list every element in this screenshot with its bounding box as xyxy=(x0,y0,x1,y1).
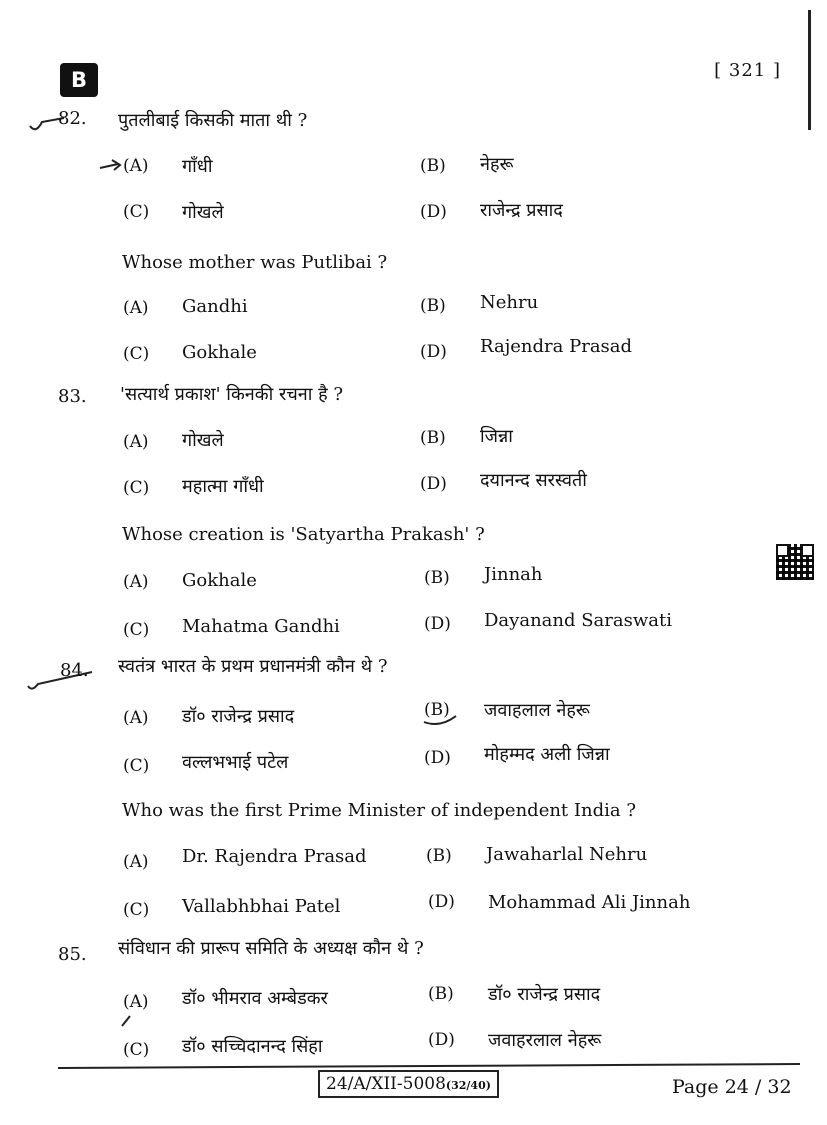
option-label: (A) xyxy=(123,572,149,592)
option-text: मोहम्मद अली जिन्ना xyxy=(484,744,610,765)
footer-rule xyxy=(58,1063,800,1069)
booklet-code-main: 24/A/XII-5008 xyxy=(326,1074,446,1094)
option-text: डॉ० सच्चिदानन्द सिंहा xyxy=(182,1036,323,1057)
question-text-hindi: 'सत्यार्थ प्रकाश' किनकी रचना है ? xyxy=(120,384,344,405)
page-number: Page 24 / 32 xyxy=(672,1076,792,1098)
question-text-hindi: संविधान की प्रारूप समिति के अध्यक्ष कौन थे ? xyxy=(118,938,424,959)
option-text: Nehru xyxy=(480,292,539,313)
option-label: (A) xyxy=(123,298,149,318)
option-text: डॉ० राजेन्द्र प्रसाद xyxy=(182,706,295,727)
question-text-hindi: पुतलीबाई किसकी माता थी ? xyxy=(118,110,308,131)
qr-code xyxy=(776,544,814,580)
option-text: Dr. Rajendra Prasad xyxy=(182,846,367,867)
question-number: 85. xyxy=(58,944,87,965)
option-label: (D) xyxy=(424,614,451,634)
option-label: (A) xyxy=(123,156,149,176)
question-text-english: Who was the first Prime Minister of independent India ? xyxy=(122,800,636,821)
option-text: Jinnah xyxy=(484,564,543,585)
option-text: दयानन्द सरस्वती xyxy=(480,470,587,491)
option-label: (C) xyxy=(123,620,150,640)
option-text: जवाहरलाल नेहरू xyxy=(488,1030,602,1051)
question-text-english: Whose mother was Putlibai ? xyxy=(122,252,388,273)
option-text: डॉ० भीमराव अम्बेडकर xyxy=(182,988,328,1009)
option-label: (B) xyxy=(420,296,446,316)
option-label: (D) xyxy=(428,1030,455,1050)
option-label: (C) xyxy=(123,900,150,920)
section-badge: B xyxy=(60,63,98,97)
option-text: Vallabhbhai Patel xyxy=(182,896,341,917)
option-text: Gokhale xyxy=(182,342,257,363)
paper-code: [ 321 ] xyxy=(714,60,781,81)
option-label: (B) xyxy=(424,568,450,588)
option-label: (B) xyxy=(428,984,454,1004)
booklet-code xyxy=(318,1070,499,1098)
option-label: (A) xyxy=(123,708,149,728)
option-label: (D) xyxy=(428,892,455,912)
option-text: Jawaharlal Nehru xyxy=(486,844,648,865)
option-label: (B) xyxy=(426,846,452,866)
option-label: (D) xyxy=(420,202,447,222)
booklet-code-sub: (32/40) xyxy=(445,1079,491,1092)
option-text: जवाहलाल नेहरू xyxy=(484,700,590,721)
question-text-english: Whose creation is 'Satyartha Prakash' ? xyxy=(122,524,485,545)
option-label: (A) xyxy=(123,852,149,872)
question-number: 82. xyxy=(58,108,87,129)
option-text: गोखले xyxy=(182,202,224,223)
option-text: वल्लभभाई पटेल xyxy=(182,752,289,773)
option-label: (C) xyxy=(123,756,150,776)
question-text-hindi: स्वतंत्र भारत के प्रथम प्रधानमंत्री कौन थे ? xyxy=(118,656,388,677)
option-text: Dayanand Saraswati xyxy=(484,610,672,631)
option-label: (C) xyxy=(123,1040,150,1060)
option-text: Gokhale xyxy=(182,570,257,591)
option-label: (A) xyxy=(123,432,149,452)
option-text: गाँधी xyxy=(182,156,213,177)
option-label: (B) xyxy=(424,700,450,720)
option-label: (D) xyxy=(424,748,451,768)
option-label: (D) xyxy=(420,342,447,362)
option-label: (D) xyxy=(420,474,447,494)
question-number: 84. xyxy=(60,660,89,681)
option-text: जिन्ना xyxy=(480,426,513,447)
option-text: महात्मा गाँधी xyxy=(182,476,264,497)
option-label: (A) xyxy=(123,992,149,1012)
option-text: नेहरू xyxy=(480,154,514,175)
option-text: गोखले xyxy=(182,430,224,451)
option-text: Mahatma Gandhi xyxy=(182,616,340,637)
option-text: डॉ० राजेन्द्र प्रसाद xyxy=(488,984,601,1005)
option-label: (C) xyxy=(123,202,150,222)
option-label: (C) xyxy=(123,478,150,498)
pen-tick-mark xyxy=(118,1010,138,1030)
question-number: 83. xyxy=(58,386,87,407)
option-label: (B) xyxy=(420,156,446,176)
margin-rule xyxy=(808,10,811,130)
option-text: राजेन्द्र प्रसाद xyxy=(480,200,563,221)
option-text: Rajendra Prasad xyxy=(480,336,633,357)
option-label: (C) xyxy=(123,344,150,364)
option-label: (B) xyxy=(420,428,446,448)
option-text: Gandhi xyxy=(182,296,248,317)
option-text: Mohammad Ali Jinnah xyxy=(488,892,691,913)
